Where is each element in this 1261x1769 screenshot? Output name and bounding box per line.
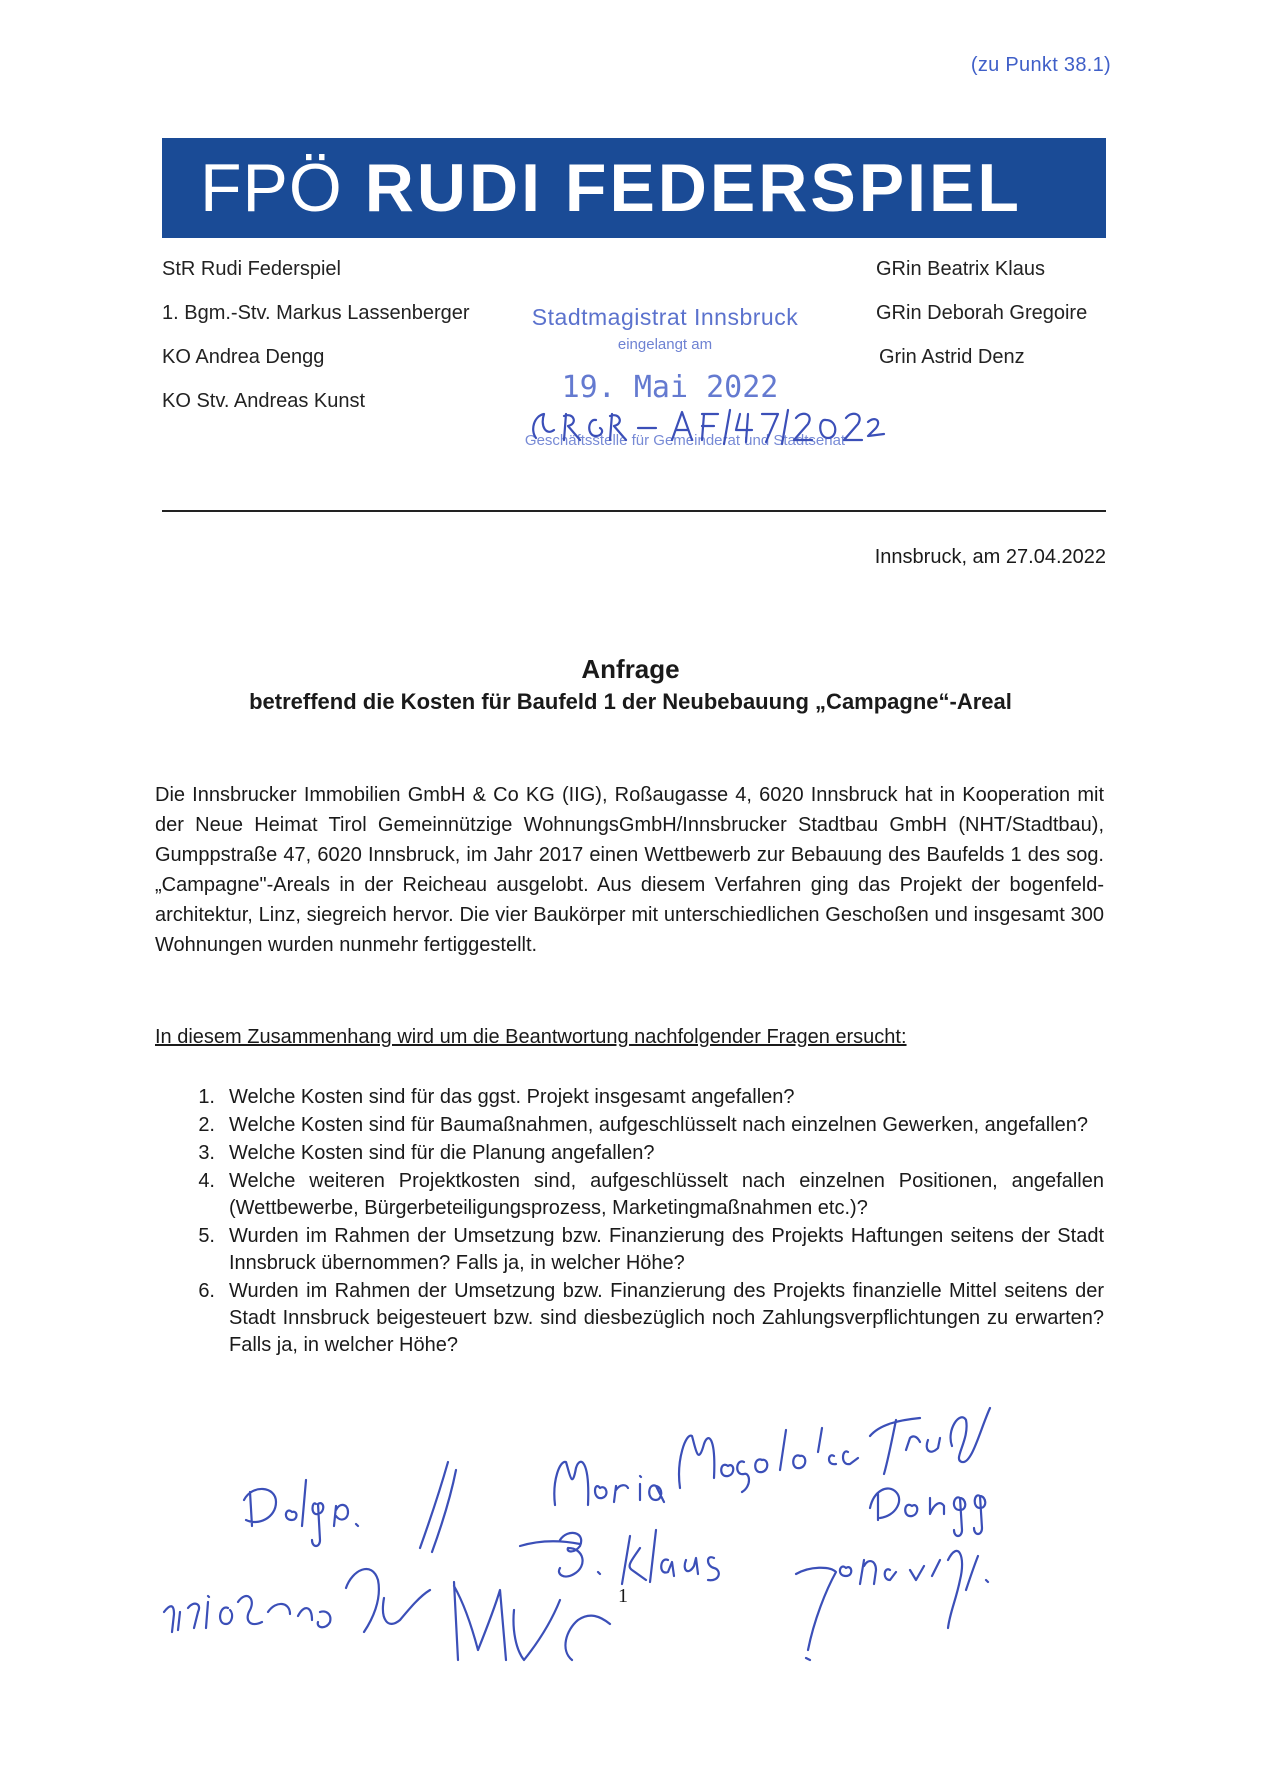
question-item <box>155 1140 1104 1167</box>
member-right-2: GRin Deborah Gregoire <box>876 302 1088 324</box>
member-left-4: KO Stv. Andreas Kunst <box>162 390 366 412</box>
question-text: Wurden im Rahmen der Umsetzung bzw. Finanzierung des Projekts finanzielle Mittel seitens der Stadt Innsbruck beigesteuert bzw. sind diesbezüglich noch Zahlungsverpflichtungen zu erwarten? Falls ja, in welcher Höhe? <box>229 1280 1104 1356</box>
questions-intro: In diesem Zusammenhang wird um die Beantwortung nachfolgender Fragen ersucht: <box>155 1026 907 1048</box>
question-number: 1. <box>198 1086 215 1108</box>
question-text: Welche Kosten sind für die Planung angefallen? <box>229 1142 655 1164</box>
header-divider <box>162 510 1106 512</box>
stamp-handwritten-reference <box>526 400 886 450</box>
agenda-reference: (zu Punkt 38.1) <box>970 54 1111 76</box>
member-right-1: GRin Beatrix Klaus <box>876 258 1045 280</box>
question-number: 5. <box>198 1225 215 1247</box>
body-paragraph: Die Innsbrucker Immobilien GmbH & Co KG (IIG), Roßaugasse 4, 6020 Innsbruck hat in Kooperation mit der Neue Heimat Tirol Gemeinnützige WohnungsGmbH/Innsbrucker Stadtbau GmbH (NHT/Stadtbau), Gumppstraße 47, 6020 Innsbruck, im Jahr 2017 einen Wettbewerb zur Bebauung des Baufelds 1 des sog. „Campagne"-Areals in der Reicheau ausgelobt. Aus diesem Verfahren ging das Projekt der bogenfeld-architektur, Linz, siegreich hervor. Die vier Baukörper mit unterschiedlichen Geschoßen und insgesamt 300 Wohnungen wurden nunmehr fertiggestellt. <box>155 784 1104 956</box>
question-item <box>155 1112 1104 1139</box>
question-number: 4. <box>198 1170 215 1192</box>
stamp-date: 19. Mai 2022 <box>561 370 779 405</box>
stamp-title: Stadtmagistrat Innsbruck <box>531 304 799 330</box>
document-title: Anfrage <box>581 654 680 684</box>
question-item <box>155 1278 1104 1359</box>
member-left-3: KO Andrea Dengg <box>162 346 325 368</box>
question-text: Welche weiteren Projektkosten sind, aufgeschlüsselt nach einzelnen Positionen, angefallen (Wettbewerbe, Bürgerbeteiligungsprozess, Marketingmaßnahmen etc.)? <box>229 1170 1104 1219</box>
member-left-1: StR Rudi Federspiel <box>162 258 341 280</box>
question-number: 2. <box>198 1114 215 1136</box>
question-item <box>155 1168 1104 1222</box>
member-right-3: Grin Astrid Denz <box>879 346 1025 368</box>
page-number: 1 <box>618 1585 628 1607</box>
banner-person-name: RUDI FEDERSPIEL <box>364 150 1022 226</box>
question-text: Wurden im Rahmen der Umsetzung bzw. Finanzierung des Projekts Haftungen seitens der Stadt Innsbruck übernommen? Falls ja, in welcher Höhe? <box>229 1225 1104 1274</box>
question-number: 3. <box>198 1142 215 1164</box>
question-item <box>155 1084 1104 1111</box>
stamp-footer: Geschäftsstelle für Gemeinderat und Stadtsenat <box>524 432 846 449</box>
date-line: Innsbruck, am 27.04.2022 <box>874 546 1106 568</box>
question-item <box>155 1223 1104 1277</box>
party-banner <box>162 138 1106 238</box>
question-list <box>155 1084 1104 1360</box>
question-number: 6. <box>198 1280 215 1302</box>
document-subtitle: betreffend die Kosten für Baufeld 1 der Neubebauung „Campagne“-Areal <box>249 689 1012 714</box>
stamp-received-label: eingelangt am <box>617 336 713 353</box>
question-text: Welche Kosten sind für das ggst. Projekt insgesamt angefallen? <box>229 1086 795 1108</box>
member-left-2: 1. Bgm.-Stv. Markus Lassenberger <box>162 302 470 324</box>
question-text: Welche Kosten sind für Baumaßnahmen, aufgeschlüsselt nach einzelnen Gewerken, angefallen? <box>229 1114 1089 1136</box>
banner-party-name: FPÖ <box>200 150 343 226</box>
